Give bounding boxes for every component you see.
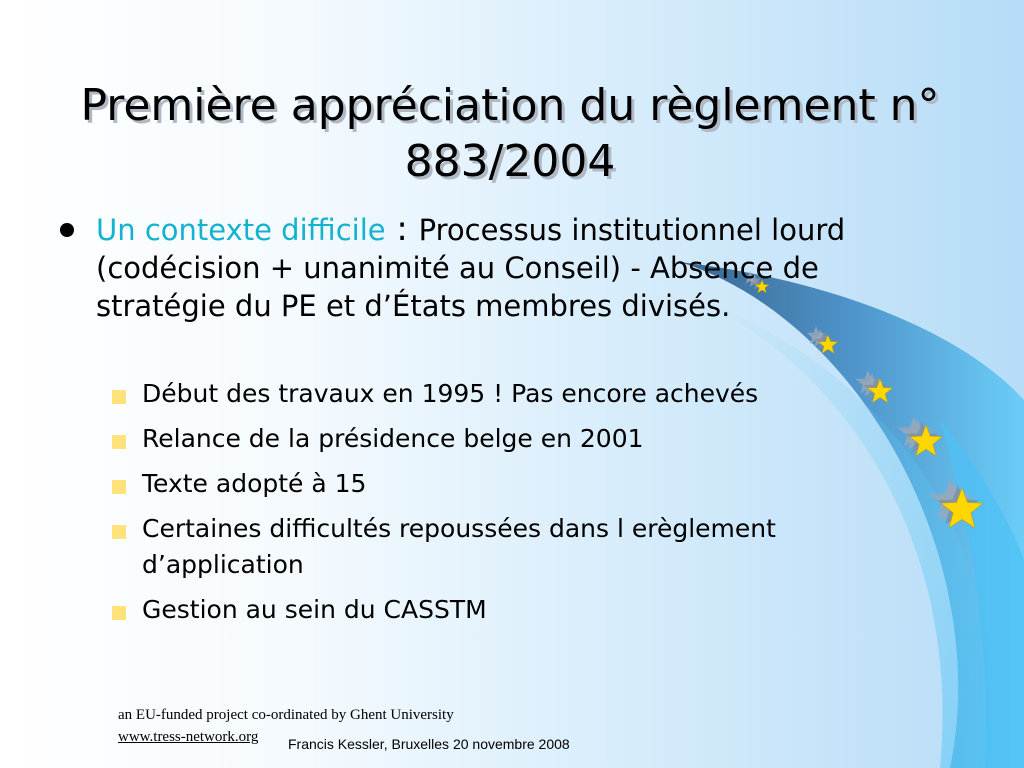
sub-bullet-text: Gestion au sein du CASSTM (142, 595, 487, 624)
sub-bullet-text: Début des travaux en 1995 ! Pas encore achevés (142, 379, 759, 408)
sub-bullet-item (112, 466, 892, 502)
title-line-2: 883/2004 (404, 136, 616, 187)
square-bullet-icon (112, 390, 126, 404)
main-point-colon: : (385, 209, 419, 249)
sub-bullet-item (112, 592, 892, 628)
round-bullet-icon (60, 223, 74, 237)
footer-website-link[interactable]: www.tress-network.org (118, 729, 259, 745)
sub-bullet-item (112, 421, 892, 457)
main-point-highlight: Un contexte difficile (96, 213, 386, 247)
main-bullet-point (60, 210, 870, 325)
main-point-text: Processus institutionnel lourd (codécision + unanimité au Conseil) - Absence de stratégie du PE et d’États membres divisés. (96, 213, 846, 323)
page-title (60, 78, 960, 190)
sub-bullet-item (112, 511, 892, 583)
title-line-1: Première appréciation du règlement n° (80, 80, 940, 131)
square-bullet-icon (112, 606, 126, 620)
sub-bullet-item (112, 376, 892, 412)
sub-bullet-text: Relance de la présidence belge en 2001 (142, 424, 644, 453)
sub-bullet-list (112, 376, 892, 637)
sub-bullet-text: Texte adopté à 15 (142, 469, 367, 498)
footer-project-text: an EU-funded project co-ordinated by Ghent University (118, 707, 454, 723)
square-bullet-icon (112, 435, 126, 449)
main-bullet-text (96, 210, 870, 325)
sub-bullet-text: Certaines difficultés repoussées dans l erèglement d’application (142, 514, 776, 579)
square-bullet-icon (112, 480, 126, 494)
footer-author-date: Francis Kessler, Bruxelles 20 novembre 2008 (288, 736, 570, 752)
square-bullet-icon (112, 525, 126, 539)
